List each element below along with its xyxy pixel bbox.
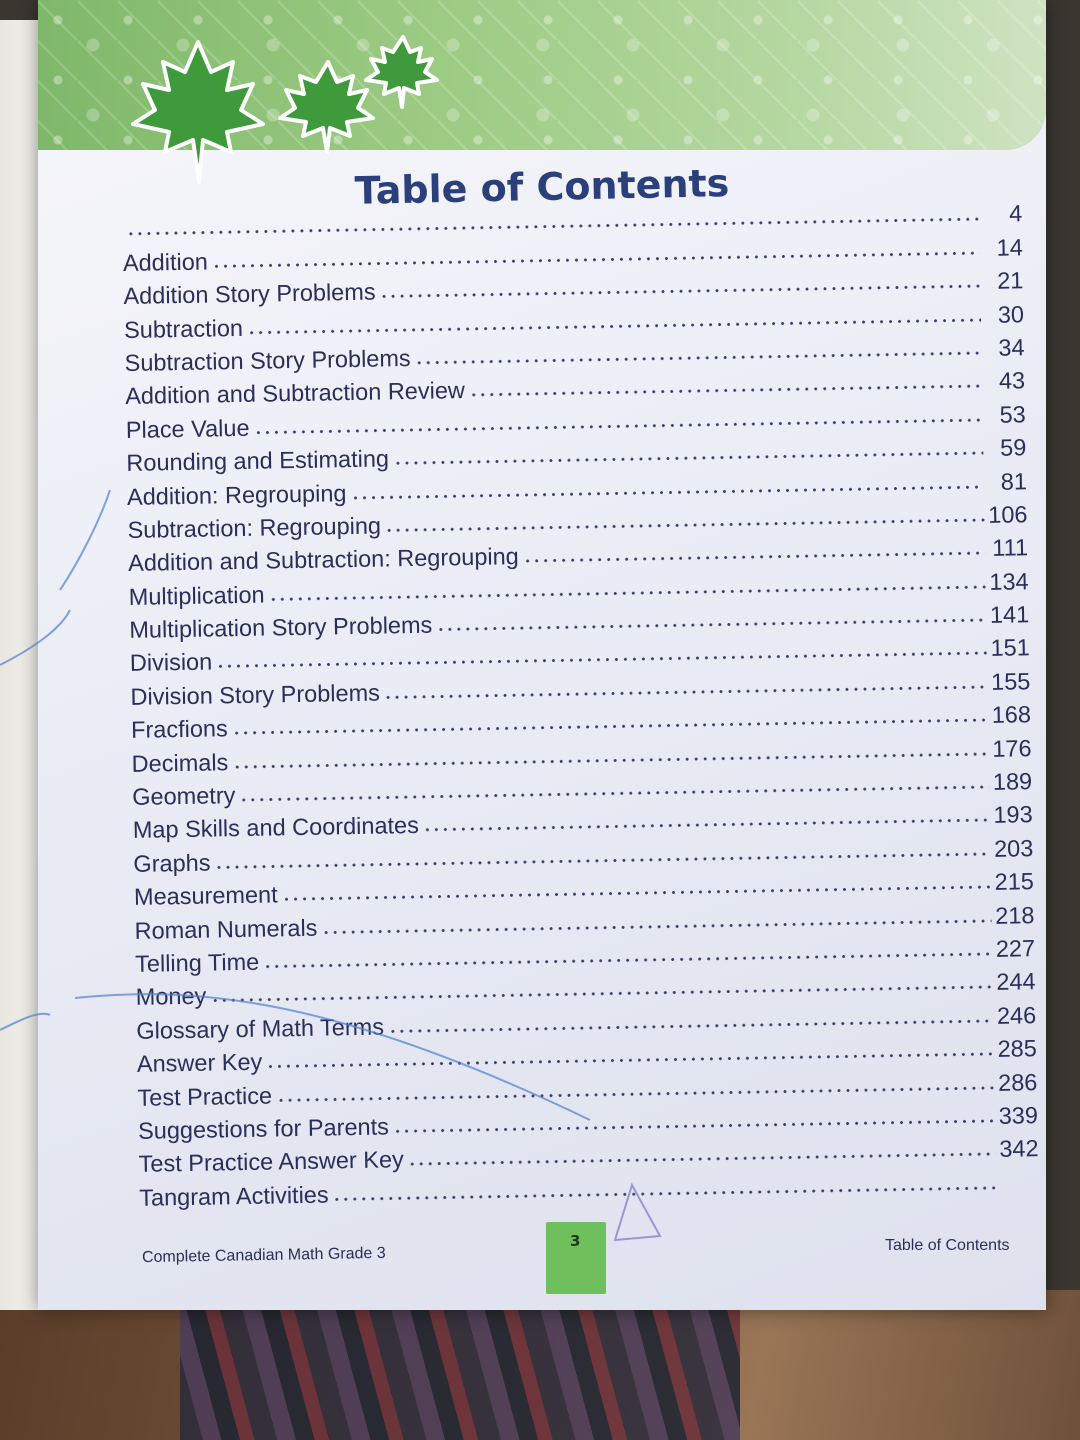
toc-page-number: 227 — [995, 935, 1036, 962]
toc-entry-title: Glossary of Math Terms — [136, 1013, 385, 1044]
toc-page-number — [996, 1196, 1039, 1197]
toc-entry-title: Test Practice — [137, 1082, 273, 1111]
toc-page-number: 203 — [993, 835, 1034, 862]
toc-entry-title: Addition and Subtraction Review — [125, 377, 466, 410]
toc-page-number: 246 — [996, 1001, 1037, 1029]
toc-page-number: 53 — [999, 400, 1026, 428]
toc-entry-title: Fracfions — [130, 715, 228, 744]
toc-entry-title: Roman Numerals — [134, 914, 318, 944]
toc-entry-title: Test Practice Answer Key — [138, 1146, 404, 1178]
toc-entry-title: Suggestions for Parents — [137, 1113, 390, 1144]
toc-page-number: 189 — [992, 768, 1033, 795]
table-of-contents-list — [122, 194, 1039, 1211]
toc-page-number: 218 — [994, 901, 1035, 929]
toc-page-number: 59 — [999, 434, 1027, 461]
books-on-floor — [180, 1300, 740, 1440]
toc-page-number: 34 — [998, 334, 1025, 361]
toc-page-number: 286 — [997, 1068, 1038, 1096]
toc-page-number: 244 — [996, 968, 1036, 996]
toc-entry-title: Geometry — [132, 782, 236, 810]
toc-entry-title: Graphs — [133, 849, 211, 877]
toc-page-number: 215 — [994, 868, 1035, 896]
toc-page-number: 81 — [1000, 467, 1028, 495]
toc-entry-title: Place Value — [125, 414, 250, 443]
toc-entry-title: Subtraction — [123, 314, 244, 343]
book-page — [38, 0, 1046, 1310]
toc-page-number: 339 — [998, 1102, 1039, 1129]
section-footer: Table of Contents — [885, 1237, 1010, 1254]
toc-entry-title: Subtraction: Regrouping — [127, 512, 382, 543]
toc-page-number: 43 — [998, 367, 1026, 395]
toc-page-number: 30 — [997, 300, 1025, 328]
toc-entry-title: Addition Story Problems — [123, 278, 376, 310]
toc-entry-title: Multiplication — [128, 581, 265, 610]
toc-page-number: 21 — [997, 267, 1024, 294]
toc-page-number: 134 — [989, 567, 1029, 595]
toc-page-number: 193 — [993, 801, 1033, 829]
toc-entry-title: Rounding and Estimating — [126, 445, 390, 477]
toc-page-number: 111 — [992, 534, 1029, 562]
toc-page-number: 4 — [1008, 200, 1023, 227]
toc-entry-title: Measurement — [133, 881, 278, 911]
toc-entry-title: Answer Key — [136, 1048, 263, 1078]
toc-page-number: 106 — [988, 501, 1028, 528]
toc-entry-title: Division — [129, 648, 213, 677]
toc-entry-title: Multiplication Story Problems — [129, 611, 433, 644]
page-number: 3 — [570, 1232, 581, 1250]
toc-page-number: 141 — [989, 601, 1030, 628]
toc-page-number: 176 — [992, 734, 1032, 762]
toc-page-number: 168 — [991, 701, 1032, 729]
toc-page-number: 151 — [990, 634, 1031, 662]
toc-page-number: 285 — [997, 1035, 1037, 1063]
toc-entry-title: Decimals — [131, 748, 229, 777]
toc-dot-leader — [523, 550, 985, 564]
toc-entry-title: Division Story Problems — [130, 679, 381, 710]
toc-entry-title: Subtraction Story Problems — [124, 344, 411, 376]
toc-entry-title: Addition and Subtraction: Regrouping — [127, 543, 519, 577]
page-title: Table of Contents — [354, 161, 730, 213]
toc-page-number: 155 — [990, 668, 1031, 695]
toc-dot-leader — [333, 1185, 997, 1203]
book-title-footer: Complete Canadian Math Grade 3 — [141, 1244, 386, 1267]
toc-entry-title: Addition: Regrouping — [126, 479, 347, 510]
toc-entry-title: Telling Time — [134, 948, 260, 977]
toc-page-number: 342 — [999, 1135, 1039, 1163]
toc-entry-title: Tangram Activities — [139, 1181, 329, 1211]
toc-page-number: 14 — [996, 234, 1024, 261]
toc-entry-title: Addition — [122, 248, 209, 276]
page-number-badge — [546, 1222, 606, 1294]
toc-entry-title: Money — [135, 983, 207, 1011]
toc-entry-title: Map Skills and Coordinates — [132, 812, 420, 844]
